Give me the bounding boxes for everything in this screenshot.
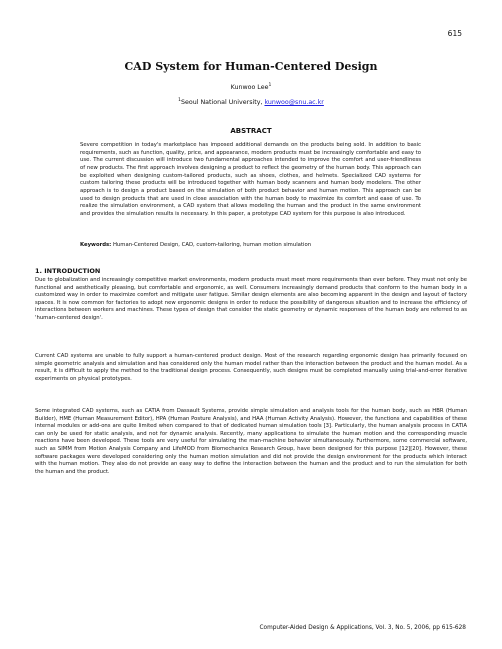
page-number: 615 [447, 29, 462, 38]
journal-footer: Computer-Aided Design & Applications, Vol. 3, No. 5, 2006, pp 615-628 [259, 625, 466, 631]
author-superscript: 1 [268, 83, 272, 88]
affiliation-institution: Seoul National University, [180, 99, 265, 107]
paper-title: CAD System for Human-Centered Design [124, 60, 378, 73]
section-heading-introduction: 1. INTRODUCTION [35, 267, 101, 275]
intro-paragraph-1: Due to globalization and increasingly competitive market environments, modern products must meet more requirements than ever before. They must not only be functional and aesthetically pleasing, but comfortable and ergonomic, as well. Consumers increasingly demand products that conform to the human body in a customized way in order to maximize comfort and mitigate user fatigue. Similar design elements are also becoming apparent in the design and layout of factory spaces. It is now common for factories to adopt new ergonomic designs in order to reduce the possibility of dangerous situation and to increase the efficiency of interactions between workers and machines. These types of design that consider the static geometry or dynamic responses of the human body are referred to as 'human-centered design'. [35, 277, 467, 321]
affiliation [0, 98, 502, 106]
abstract-heading: ABSTRACT [230, 127, 272, 135]
intro-paragraph-3: Some integrated CAD systems, such as CATIA from Dassault Systems, provide simple simulation and analysis tools for the human body, such as HBR (Human Builder), HME (Human Measurement Editor), HPA (Human Posture Analysis), and HAA (Human Activity Analysis). However, the functions and capabilities of these internal modules or add-ons are quite limited when compared to that of dedicated human simulation tools [3]. Particularly, the human analysis process in CATIA can only be used for static analysis, and not for dynamic analysis. Recently, many applications to simulate the human motion and the corresponding muscle reactions have been developed. These tools are very useful for simulating the man-machine behavior simultaneously. Furthermore, some commercial software, such as SIMM from Motion Analysis Company and LifeMOD from Biomechanics Research Group, have been designed for this purpose [12][20]. However, these software packages were developed considering only the human motion simulation and did not provide the design environment for the products which interact with the human motion. They also do not provide an easy way to define the interaction between the human and the product and to run the simulation for both the human and the product. [35, 408, 467, 475]
author-email-link[interactable]: kunwoo@snu.ac.kr [264, 99, 324, 107]
affiliation-superscript: 1 [178, 98, 181, 103]
author [0, 83, 502, 91]
abstract-text: Severe competition in today's marketplace has imposed additional demands on the products being sold. In addition to basic requirements, such as function, quality, price, and appearance, modern products must be increasingly comfortable and easy to use. The current discussion will introduce two fundamental approaches intended to improve the comfort and user-friendliness of new products. The first approach involves designing a product to reflect the geometry of the human body. This approach can be exploited when designing custom-tailored products, such as shoes, clothes, and helmets. Specialized CAD systems for custom tailoring these products will be introduced together with human body scanners and human body modelers. The other approach is to design a product based on the simulation of both product behavior and human motion. This approach can be used to design products that are used in close association with the human body to maximize its comfort and ease of use. To realize the simulation environment, a CAD system that allows modeling the human and the product in the same environment and provides the simulation results is necessary. In this paper, a prototype CAD system for this purpose is also introduced. [80, 142, 421, 217]
keywords [80, 242, 421, 248]
keywords-text: Human-Centered Design, CAD, custom-tailoring, human motion simulation [111, 242, 312, 248]
keywords-label: Keywords: [80, 242, 112, 248]
intro-paragraph-2: Current CAD systems are unable to fully support a human-centered product design. Most of the research regarding ergonomic design has primarily focused on simple geometric analysis and simulation and has considered only the human model rather than the interaction between the product and the human model. As a result, it is difficult to apply the method to the traditional design process. Consequently, such designs must be completed manually using trial-and-error iterative experiments on physical prototypes. [35, 353, 467, 382]
author-name: Kunwoo Lee [230, 84, 269, 92]
